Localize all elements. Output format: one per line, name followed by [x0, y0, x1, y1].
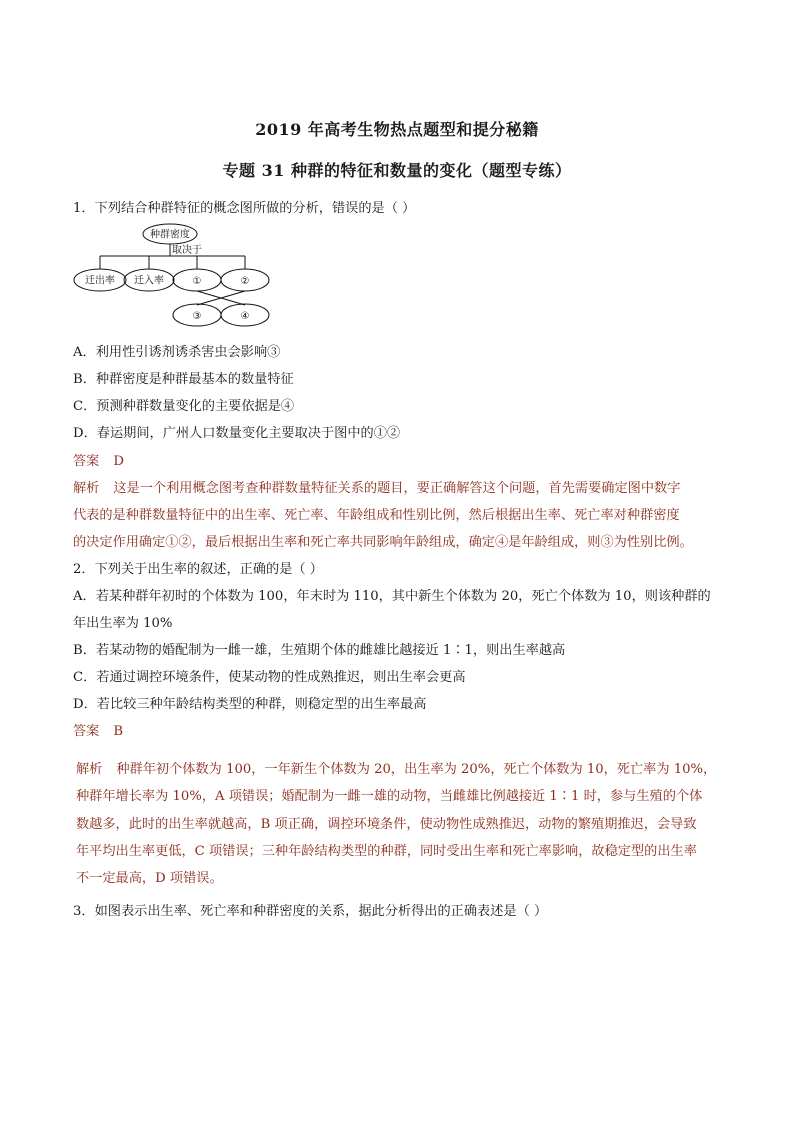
q2-option-c: C．若通过调控环境条件，使某动物的性成熟推迟，则出生率会更高: [73, 670, 466, 685]
label-depends-on: 取决于: [172, 245, 202, 256]
q1-explanation-line-2: 代表的是种群数量特征中的出生率、死亡率、年龄组成和性别比例，然后根据出生率、死亡率对种群密度: [73, 508, 680, 523]
q2-explanation-line-2: 种群年增长率为 10%，A 项错误；婚配制为一雌一雄的动物，当雌雄比例越接近 1∶1 时，参与生殖的个体: [76, 789, 703, 804]
q1-option-b: B．种群密度是种群最基本的数量特征: [73, 372, 294, 387]
q1-option-a: A．利用性引诱剂诱杀害虫会影响③: [73, 345, 281, 360]
q1-answer-label: 答案: [73, 454, 100, 469]
label-emigration-rate: 迁出率: [85, 275, 115, 287]
q2-answer: [73, 722, 733, 742]
q2-option-a-cont: 年出生率为 10%: [73, 616, 173, 631]
q1-answer-value: D: [113, 454, 124, 469]
q1-stem: 1．下列结合种群特征的概念图所做的分析，错误的是（ ）: [73, 201, 416, 216]
label-node-3: ③: [192, 311, 202, 322]
q2-option-d: D．若比较三种年龄结构类型的种群，则稳定型的出生率最高: [73, 697, 427, 712]
q2-answer-label: 答案: [73, 724, 100, 739]
q2-option-a: A．若某种群年初时的个体数为 100，年末时为 110，其中新生个体数为 20，死亡个体数为 10，则该种群的: [73, 589, 711, 604]
q2-explanation-line-5: 不一定最高，D 项错误。: [76, 871, 223, 886]
label-population-density: 种群密度: [150, 229, 190, 241]
q2-answer-value: B: [113, 724, 124, 739]
q2-explanation-label: 解析: [76, 762, 103, 777]
q1-option-c: C．预测种群数量变化的主要依据是④: [73, 399, 295, 414]
q1-option-d: D．春运期间，广州人口数量变化主要取决于图中的①②: [73, 426, 401, 441]
label-node-2: ②: [240, 276, 250, 287]
page-subtitle: 专题 31 种群的特征和数量的变化（题型专练）: [222, 161, 572, 180]
q1-answer: [73, 452, 733, 472]
q2-explanation-line-1: 解析 种群年初个体数为 100，一年新生个体数为 20，出生率为 20%，死亡个体数为 10，死亡率为 10%，: [76, 762, 717, 777]
q1-explanation-line-3: 的决定作用确定①②，最后根据出生率和死亡率共同影响年龄组成，确定④是年龄组成，则③为性别比例。: [73, 535, 693, 550]
q2-explanation-line-4: 年平均出生率更低，C 项错误；三种年龄结构类型的种群，同时受出生率和死亡率影响，故稳定型的出生率: [76, 844, 697, 859]
q2-stem: 2．下列关于出生率的叙述，正确的是（ ）: [73, 562, 323, 577]
q1-concept-diagram: [70, 222, 280, 330]
label-node-4: ④: [240, 311, 250, 322]
label-immigration-rate: 迁入率: [134, 275, 164, 287]
q2-option-b: B．若某动物的婚配制为一雌一雄，生殖期个体的雌雄比越接近 1∶1，则出生率越高: [73, 643, 566, 658]
q1-explanation-label: 解析: [73, 481, 100, 496]
label-node-1: ①: [192, 276, 202, 287]
q2-explanation-line-3: 数越多，此时的出生率就越高，B 项正确，调控环境条件，使动物性成熟推迟，动物的繁殖期推迟，会导致: [76, 817, 697, 832]
q3-stem: 3．如图表示出生率、死亡率和种群密度的关系，据此分析得出的正确表述是（ ）: [73, 904, 548, 919]
page-title: 2019 年高考生物热点题型和提分秘籍: [255, 120, 539, 139]
q1-explanation-line-1: 解析 这是一个利用概念图考查种群数量特征关系的题目，要正确解答这个问题，首先需要确定图中数字: [73, 481, 681, 496]
